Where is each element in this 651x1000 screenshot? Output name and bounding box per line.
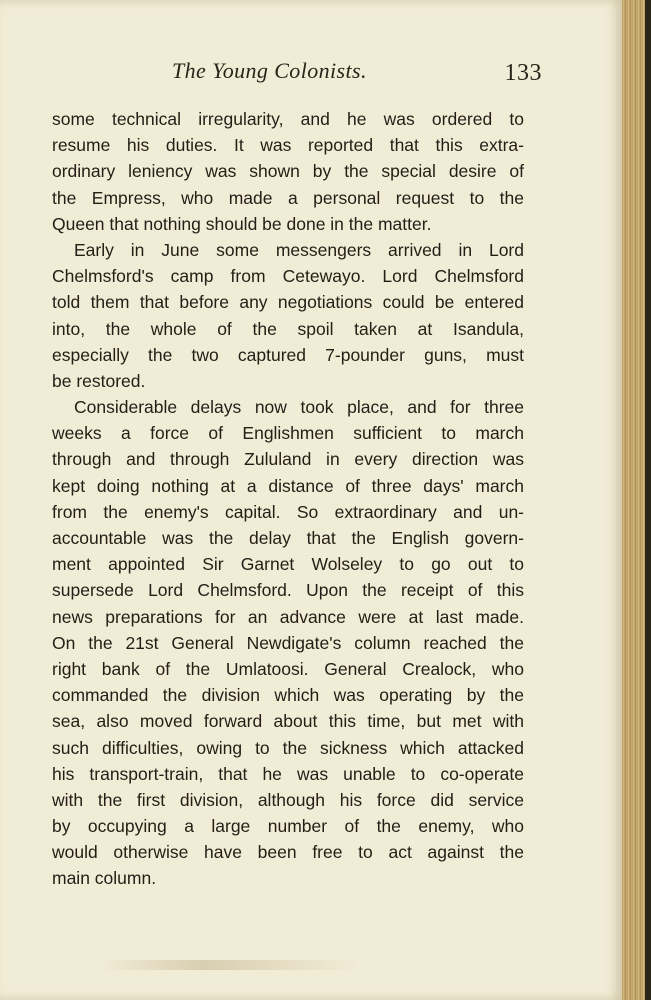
text-line: kept doing nothing at a distance of three days' march [52,475,524,496]
text-line: supersede Lord Chelmsford. Upon the receipt of this [52,580,524,601]
text-line: ment appointed Sir Garnet Wolseley to go out to [52,554,524,575]
text-line: news preparations for an advance were at last made. [52,606,524,627]
text-line: ordinary leniency was shown by the special desire of [52,161,524,182]
running-header [52,56,544,90]
text-line: On the 21st General Newdigate's column reached the [52,632,524,653]
text-line: be restored. [52,370,146,391]
text-line: his transport-train, that he was unable to co-operate [52,763,524,784]
text-line: would otherwise have been free to act against the [52,842,524,863]
text-line: told them that before any negotiations could be entered [52,292,524,313]
text-line: resume his duties. It was reported that this extra- [52,135,524,156]
text-line: weeks a force of Englishmen sufficient to march [52,423,524,444]
page-number: 133 [504,60,542,86]
text-line: Queen that nothing should be done in the matter. [52,213,432,234]
text-line: some technical irregularity, and he was ordered to [52,109,524,129]
text-line: with the first division, although his force did service [52,789,524,810]
text-line: commanded the division which was operating by the [52,685,524,706]
text-line: from the enemy's capital. So extraordinary and un- [52,501,524,522]
paper-smudge [100,960,360,970]
text-line: Considerable delays now took place, and for three [74,397,524,418]
text-line: especially the two captured 7-pounder guns, must [52,344,524,365]
text-line: into, the whole of the spoil taken at Isandula, [52,318,524,339]
text-line: accountable was the delay that the English govern- [52,528,524,548]
body-text [52,106,524,892]
page-edge [622,0,651,1000]
text-line: by occupying a large number of the enemy, who [52,816,524,837]
text-line: sea, also moved forward about this time, but met with [52,711,524,732]
text-line: Early in June some messengers arrived in Lord [74,239,524,260]
text-line: such difficulties, owing to the sickness which attacked [52,737,524,758]
text-line: through and through Zululand in every direction was [52,449,524,470]
text-line: Chelmsford's camp from Cetewayo. Lord Chelmsford [52,266,524,287]
running-title: The Young Colonists. [172,58,367,83]
text-line: the Empress, who made a personal request to the [52,187,524,208]
text-line: right bank of the Umlatoosi. General Crealock, who [52,658,524,679]
text-line: main column. [52,868,157,889]
